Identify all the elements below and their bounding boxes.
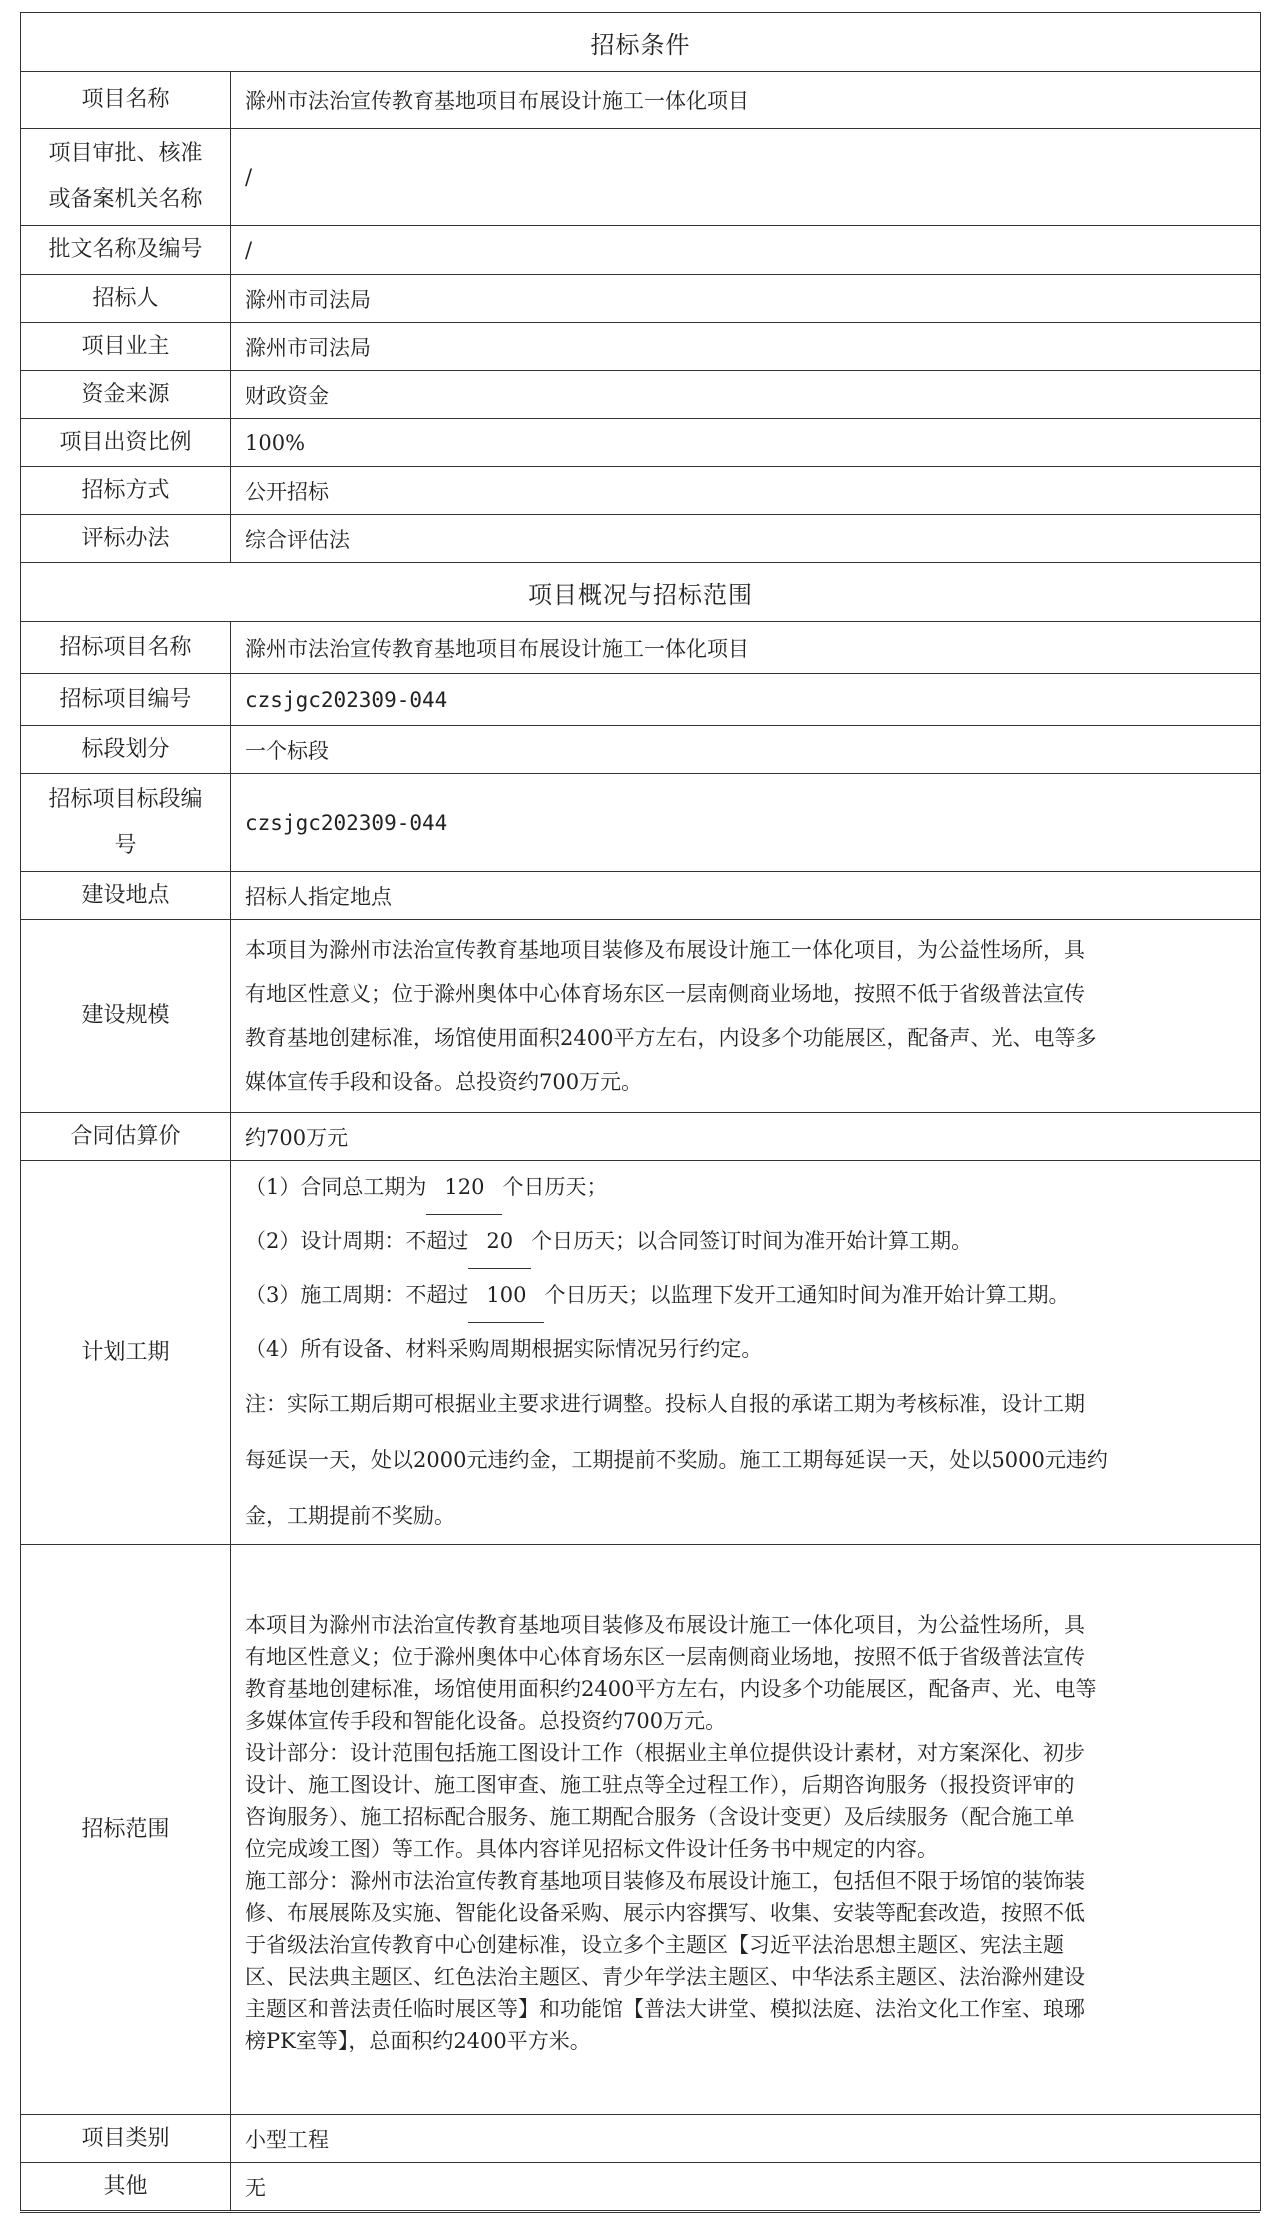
row-value: 滁州市司法局: [231, 275, 1261, 323]
row-label: 项目类别: [21, 2115, 231, 2163]
note-line: 每延误一天，处以2000元违约金，工期提前不奖励。施工工期每延误一天，处以5000元违约: [245, 1448, 1108, 1472]
note-line: 注：实际工期后期可根据业主要求进行调整。投标人自报的承诺工期为考核标准，设计工期: [245, 1392, 1085, 1416]
row-label: [21, 774, 231, 872]
text-line: 有地区性意义；位于滁州奥体中心体育场东区一层南侧商业场地，按照不低于省级普法宣传: [245, 982, 1085, 1006]
row-value: 公开招标: [231, 467, 1261, 515]
table-row: [21, 226, 1261, 275]
row-label: 批文名称及编号: [21, 226, 231, 275]
row-label: 建设规模: [21, 920, 231, 1113]
table-row: [21, 2163, 1261, 2211]
table-row: [21, 774, 1261, 872]
row-label: 招标方式: [21, 467, 231, 515]
underlined-days: 120: [426, 1161, 502, 1215]
table-row: [21, 2115, 1261, 2163]
scope-paragraph: 本项目为滁州市法治宣传教育基地项目装修及布展设计施工一体化项目，为公益性场所，具 有地区性意义；位于滁州奥体中心体育场东区一层南侧商业场地，按照不低于省级普法宣传 教育基地创建标准，场馆使用面积约2400平方左右，内设多个功能展区，配备声、光、电等 多媒体宣传手段和智能化设备。总投资约700万元。: [245, 1612, 1097, 1733]
row-label: 建设地点: [21, 872, 231, 920]
row-value: 100%: [231, 419, 1261, 467]
row-label: 招标人: [21, 275, 231, 323]
table-row: [21, 371, 1261, 419]
table-row: [21, 1545, 1261, 2115]
table-row: [21, 1161, 1261, 1545]
table-row: [21, 129, 1261, 226]
row-value: czsjgc202309-044: [231, 774, 1261, 872]
table-row: [21, 467, 1261, 515]
row-value: /: [231, 226, 1261, 275]
table-row: [21, 726, 1261, 774]
section-title-conditions: 招标条件: [21, 13, 1261, 72]
label-line: 项目审批、核准: [48, 141, 203, 166]
section-header-row: [21, 563, 1261, 622]
section-header-row: [21, 13, 1261, 72]
schedule-item: （1）合同总工期为 120 个日历天；: [245, 1161, 1246, 1215]
scope-paragraph: 施工部分：滁州市法治宣传教育基地项目装修及布展设计施工，包括但不限于场馆的装饰装 修、布展展陈及实施、智能化设备采购、展示内容撰写、收集、安装等配套改造，按照不低 于省级法治宣传教育中心创建标准，设立多个主题区【习近平法治思想主题区、宪法主题 区、民法典主题区、红色法治主题区、青少年学法主题区、中华法系主题区、法治滁州建设 主题区和普法责任临时展区等】和功能馆【普法大讲堂、模拟法庭、法治文化工作室、琅琊 榜PK室等】，总面积约2400平方米。: [245, 1868, 1085, 2053]
label-line: 招标项目标段编: [48, 786, 203, 812]
table-row: [21, 419, 1261, 467]
row-label: 招标范围: [21, 1545, 231, 2115]
row-value: czsjgc202309-044: [231, 674, 1261, 726]
row-value: 约700万元: [231, 1113, 1261, 1161]
row-label: 资金来源: [21, 371, 231, 419]
row-label: 招标项目编号: [21, 674, 231, 726]
row-label: 计划工期: [21, 1161, 231, 1545]
table-row: [21, 275, 1261, 323]
row-value: 滁州市法治宣传教育基地项目布展设计施工一体化项目: [231, 72, 1261, 129]
table-row: [21, 622, 1261, 674]
note-line: 金，工期提前不奖励。: [245, 1504, 455, 1528]
row-value: [231, 1161, 1261, 1545]
section-title-overview: 项目概况与招标范围: [21, 563, 1261, 622]
row-label: 合同估算价: [21, 1113, 231, 1161]
row-label: 项目业主: [21, 323, 231, 371]
row-label: 项目名称: [21, 72, 231, 129]
underlined-days: 20: [468, 1215, 531, 1269]
row-label: 评标办法: [21, 515, 231, 563]
row-label: 招标项目名称: [21, 622, 231, 674]
row-value: 滁州市司法局: [231, 323, 1261, 371]
label-line: 号: [114, 832, 137, 858]
row-value: 综合评估法: [231, 515, 1261, 563]
row-value: 无: [231, 2163, 1261, 2211]
table-row: [21, 72, 1261, 129]
row-value: [231, 920, 1261, 1113]
table-row: [21, 674, 1261, 726]
row-label: 标段划分: [21, 726, 231, 774]
text-line: 本项目为滁州市法治宣传教育基地项目装修及布展设计施工一体化项目，为公益性场所，具: [245, 938, 1085, 962]
text-line: 教育基地创建标准，场馆使用面积2400平方左右，内设多个功能展区，配备声、光、电等多: [245, 1026, 1097, 1050]
table-row: [21, 1113, 1261, 1161]
table-row: [21, 515, 1261, 563]
schedule-item: （2）设计周期：不超过 20 个日历天；以合同签订时间为准开始计算工期。: [245, 1215, 1246, 1269]
table-row: [21, 323, 1261, 371]
schedule-item: （3）施工周期：不超过 100 个日历天；以监理下发开工通知时间为准开始计算工期。: [245, 1269, 1246, 1323]
row-value: 一个标段: [231, 726, 1261, 774]
table-continuation-rule: [20, 2212, 1260, 2213]
table-row: [21, 872, 1261, 920]
row-value: 招标人指定地点: [231, 872, 1261, 920]
schedule-item: （4）所有设备、材料采购周期根据实际情况另行约定。: [245, 1337, 763, 1361]
tender-info-table: [20, 12, 1261, 2211]
scope-paragraph: 设计部分：设计范围包括施工图设计工作（根据业主单位提供设计素材，对方案深化、初步 设计、施工图设计、施工图审查、施工驻点等全过程工作），后期咨询服务（报投资评审的 咨询服务）、施工招标配合服务、施工期配合服务（含设计变更）及后续服务（配合施工单 位完成竣工图）等工作。具体内容详见招标文件设计任务书中规定的内容。: [245, 1740, 1085, 1861]
row-value: [231, 1545, 1261, 2115]
row-label: [21, 129, 231, 226]
label-line: 或备案机关名称: [48, 187, 203, 212]
row-value: 滁州市法治宣传教育基地项目布展设计施工一体化项目: [231, 622, 1261, 674]
row-value: 财政资金: [231, 371, 1261, 419]
row-value: /: [231, 129, 1261, 226]
table-row: [21, 920, 1261, 1113]
text-line: 媒体宣传手段和设备。总投资约700万元。: [245, 1070, 643, 1094]
row-label: 其他: [21, 2163, 231, 2211]
row-label: 项目出资比例: [21, 419, 231, 467]
underlined-days: 100: [468, 1269, 544, 1323]
row-value: 小型工程: [231, 2115, 1261, 2163]
